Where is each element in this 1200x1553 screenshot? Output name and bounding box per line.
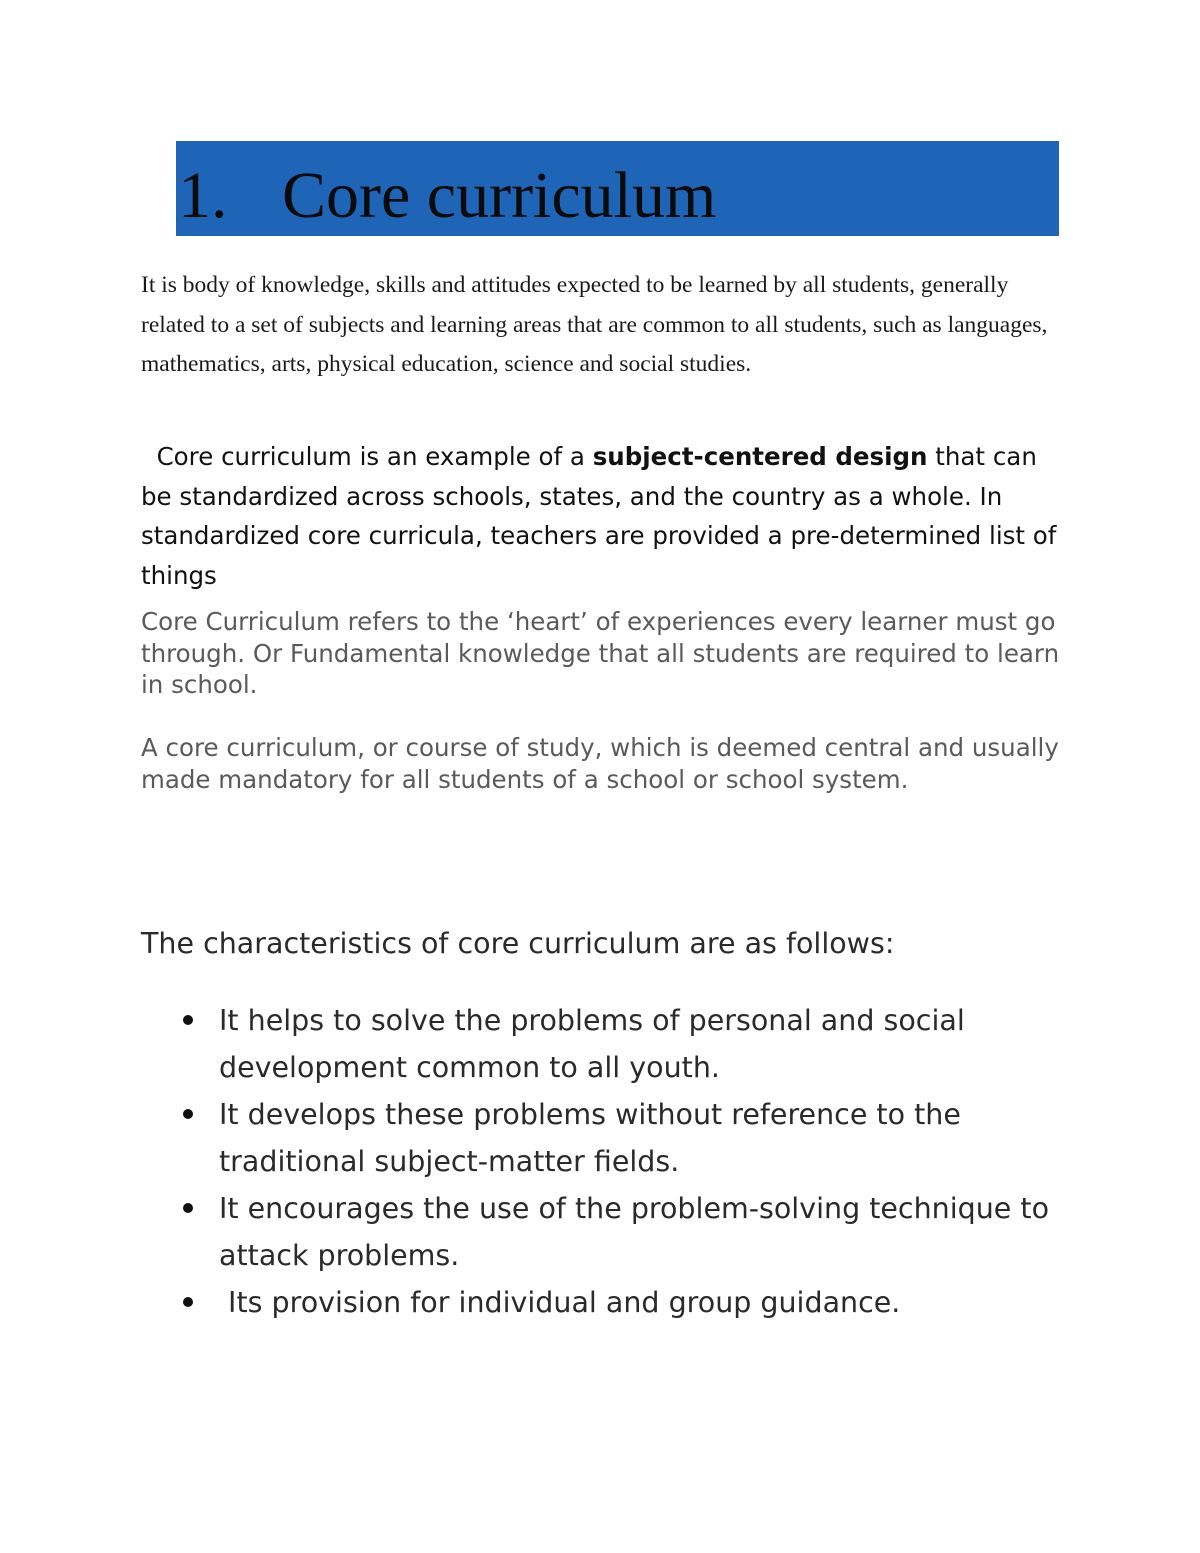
bullet-icon <box>183 1297 193 1307</box>
list-item <box>141 997 1061 1091</box>
list-item <box>141 1279 1061 1326</box>
characteristics-intro: The characteristics of core curriculum are as follows: <box>141 927 895 960</box>
list-item <box>141 1185 1061 1279</box>
heart-of-experiences-paragraph: Core Curriculum refers to the ‘heart’ of experiences every learner must go through. Or Fundamental knowledge that all students are required to learn in school. <box>141 607 1060 699</box>
list-item-text: It encourages the use of the problem-solving technique to attack problems. <box>219 1192 1050 1272</box>
heading-title: Core curriculum <box>282 159 717 232</box>
list-item-text: It helps to solve the problems of personal and social development common to all youth. <box>219 1004 965 1084</box>
bullet-icon <box>183 1109 193 1119</box>
subject-centered-bold-term: subject-centered design <box>592 442 928 471</box>
subject-centered-suffix: that can be standardized across schools, states, and the country as a whole. In standardized core curricula, teachers are provided a pre-determined list of things <box>141 442 1057 590</box>
list-item-text: It develops these problems without reference to the traditional subject-matter fields. <box>219 1098 961 1178</box>
list-item-text: Its provision for individual and group guidance. <box>219 1286 901 1319</box>
characteristics-list <box>141 997 1061 1326</box>
course-of-study-paragraph: A core curriculum, or course of study, which is deemed central and usually made mandatory for all students of a school or school system. <box>141 733 1059 794</box>
subject-centered-paragraph <box>141 437 1061 595</box>
list-item <box>141 1091 1061 1185</box>
subject-centered-prefix: Core curriculum is an example of a <box>156 442 593 471</box>
bullet-icon <box>183 1015 193 1025</box>
definition-paragraph: It is body of knowledge, skills and attitudes expected to be learned by all students, generally related to a set of subjects and learning areas that are common to all students, such as languages, mathematics, arts, physical education, science and social studies. <box>141 272 1048 377</box>
heading-number: 1. <box>178 159 228 232</box>
bullet-icon <box>183 1203 193 1213</box>
section-heading <box>178 156 716 236</box>
